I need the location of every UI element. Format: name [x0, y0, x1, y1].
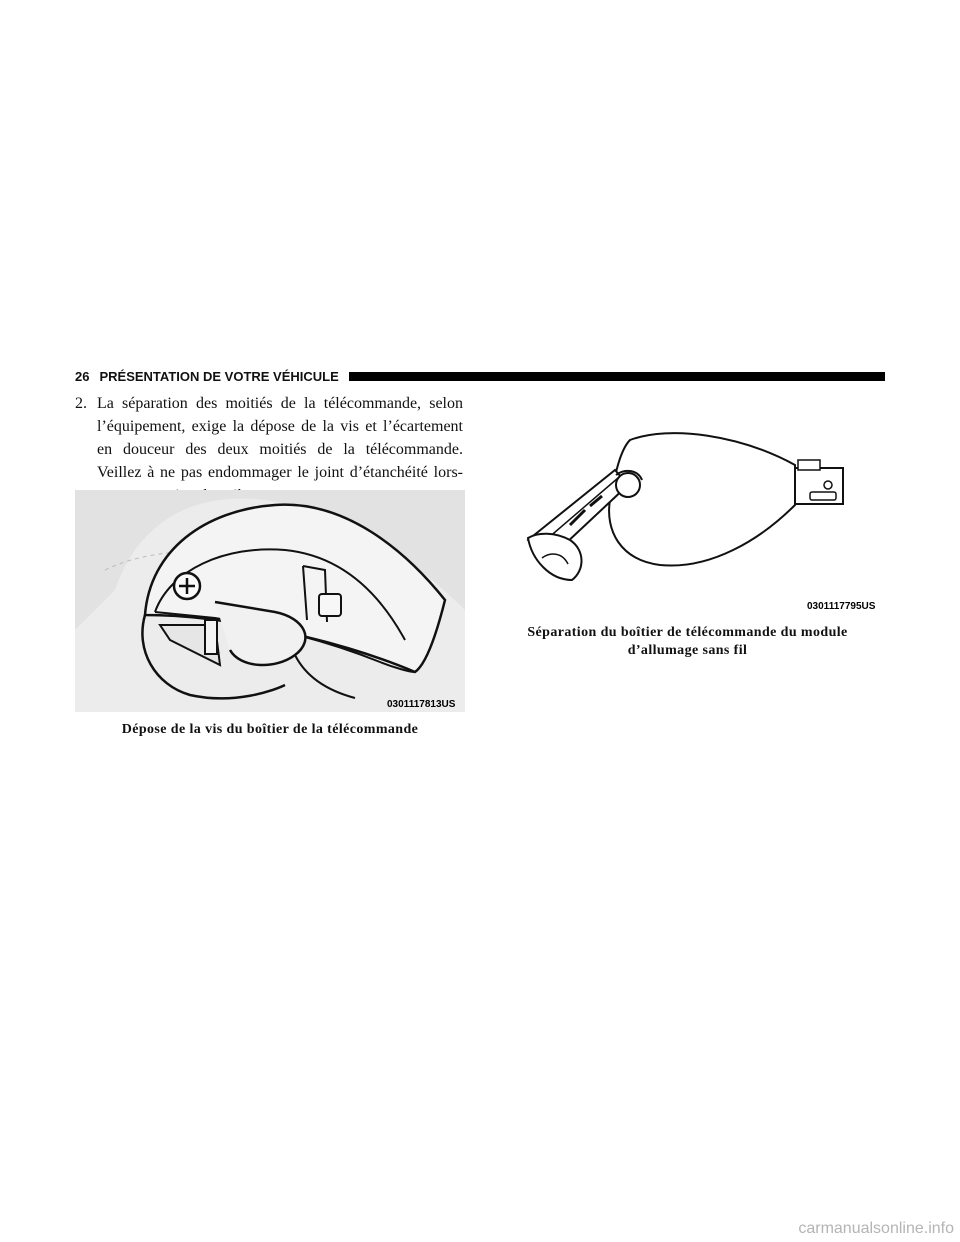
step-text: La séparation des moitiés de la télécommande, selon l’équipement, exige la dépose de la vis et l’écartement en douceur des deux moitiés de la télécommande. Veillez à ne pas endommager le joint d’étanchéité lors-: [97, 395, 463, 481]
step-number: 2.: [75, 395, 87, 412]
key-fob-illustration: [510, 430, 890, 610]
figure-code: 0301117813US: [387, 699, 456, 710]
remote-housing-illustration: [75, 490, 465, 712]
figure-code: 0301117795US: [807, 601, 876, 612]
section-title: PRÉSENTATION DE VOTRE VÉHICULE: [99, 368, 339, 384]
running-header: [75, 367, 885, 385]
caption-key-separation: [500, 624, 875, 660]
caption-line-2: d’allumage sans fil: [627, 643, 748, 658]
watermark-text: carmanualsonline.info: [798, 1220, 954, 1237]
caption-screw-removal: Dépose de la vis du boîtier de la télécommande: [121, 722, 419, 737]
header-rule: [349, 372, 885, 381]
caption-line-1: Séparation du boîtier de télécommande du module: [527, 625, 848, 640]
page-number: 26: [75, 368, 90, 384]
figure-key-separation: [510, 430, 890, 610]
figure-screw-removal: [75, 490, 465, 712]
